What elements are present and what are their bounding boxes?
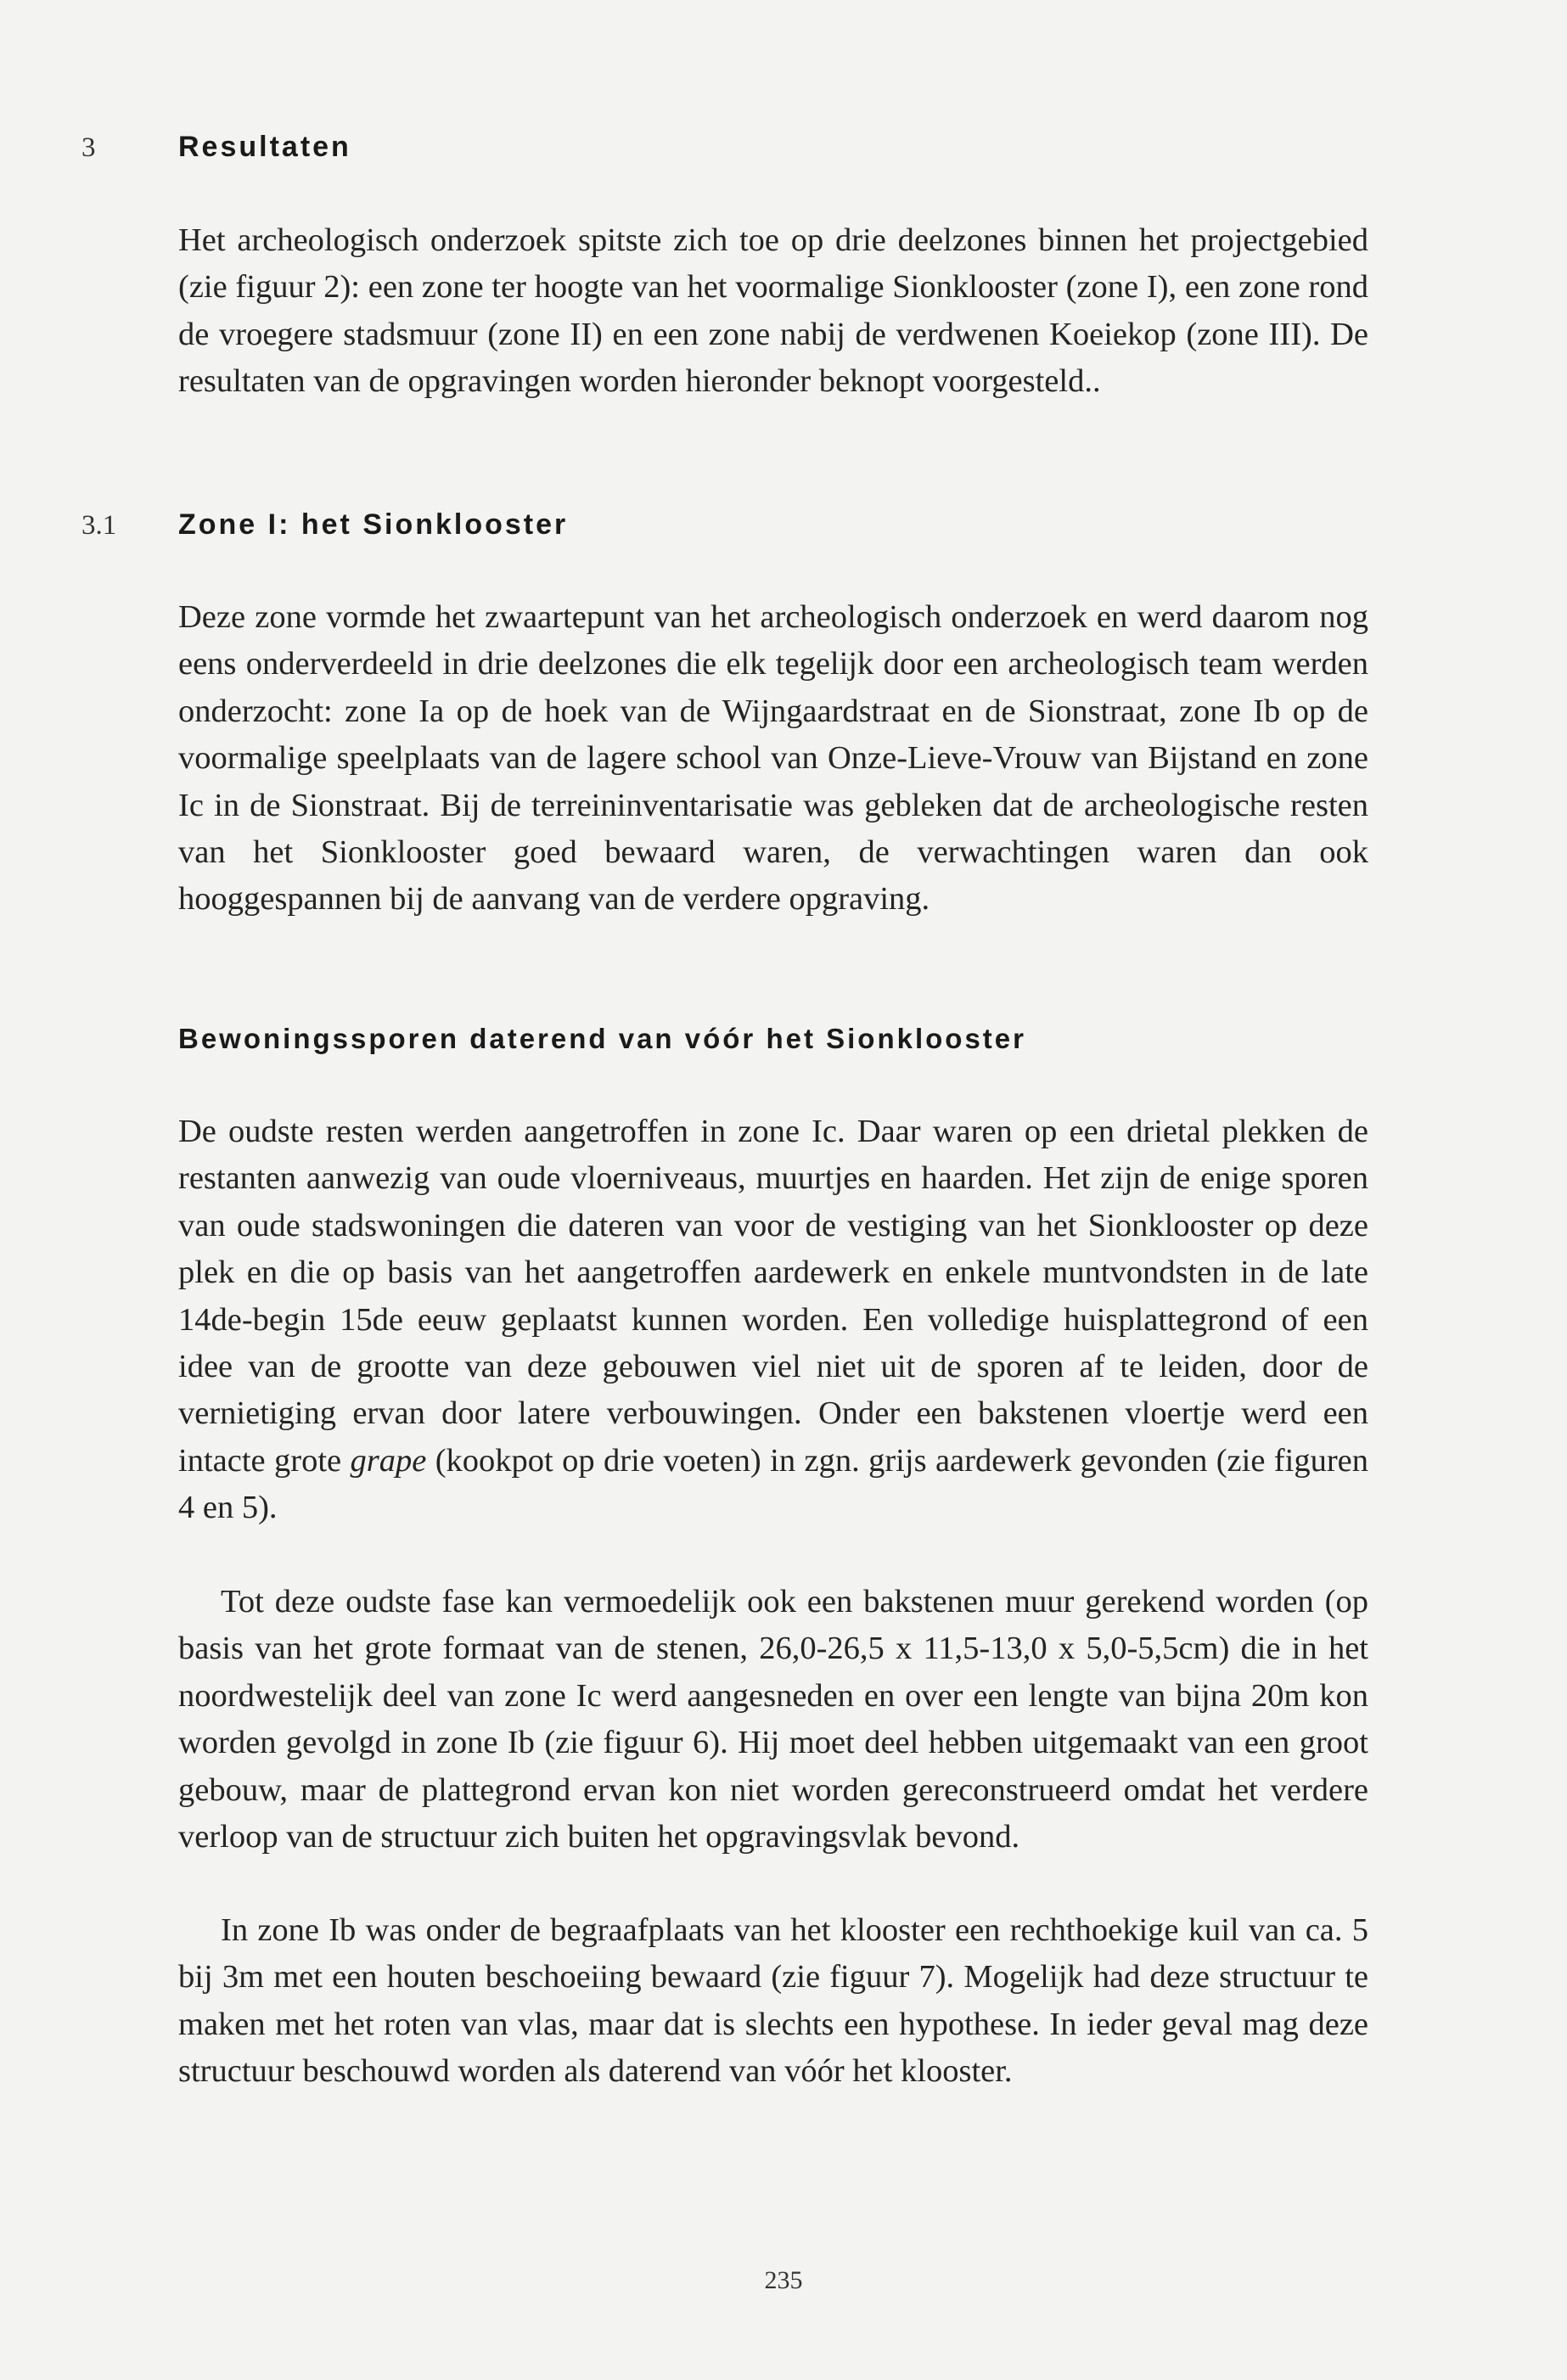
section-number: 3 (81, 132, 96, 163)
subsection-body-paragraph: Deze zone vormde het zwaartepunt van het archeologisch onderzoek en werd daarom nog eens onderverdeeld in drie deelzones die elk tegelijk door een archeologisch team werden onderzocht: zone Ia op de hoek van de Wijngaardstraat en de Sionstraat, zone Ib op de voormalige speelplaats van de lagere school van Onze-Lieve-Vrouw van Bijstand en zone Ic in de Sionstraat. Bij de terreininventarisatie was gebleken dat de archeologische resten van het Sionklooster goed bewaard waren, de verwachtingen waren dan ook hooggespannen bij de aanvang van de verdere opgraving. (178, 599, 1368, 918)
paragraph-text-end: (kookpot op drie voeten) in zgn. grijs aardewerk gevonden (zie figuren 4 en 5). (178, 1442, 1368, 1526)
paragraph-brick-wall: Tot deze oudste fase kan vermoedelijk ook een bakstenen muur gerekend worden (op basis van het grote formaat van de stenen, 26,0-26,5 x 11,5-13,0 x 5,0-5,5cm) die in het noordwestelijk deel van zone Ic werd aangesneden en over een lengte van bijna 20m kon worden gevolgd in zone Ib (zie figuur 6). Hij moet deel hebben uitgemaakt van een groot gebouw, maar de plattegrond ervan kon niet worden gereconstrueerd omdat het verdere verloop van de structuur zich buiten het opgravingsvlak bevond. (178, 1584, 1368, 1855)
italic-term: grape (350, 1442, 427, 1479)
paragraph-pit-structure: In zone Ib was onder de begraafplaats van het klooster een rechthoekige kuil van ca. 5 bij 3m met een houten beschoeiing bewaard (zie figuur 7). Mogelijk had deze structuur te maken met het roten van vlas, maar dat is slechts een hypothese. In ieder geval mag deze structuur beschouwd worden als daterend van vóór het klooster. (178, 1912, 1368, 2090)
paragraph-oldest-remains (178, 1109, 1368, 1532)
paragraph-text-start: De oudste resten werden aangetroffen in zone Ic. Daar waren op een drietal plekken de restanten aanwezig van oude vloerniveaus, muurtjes en haarden. Het zijn de enige sporen van oude stadswoningen die dateren van voor de vestiging van het Sionklooster op deze plek en die op basis van het aangetroffen aardewerk en enkele muntvondsten in de late 14de-begin 15de eeuw geplaatst kunnen worden. Een volledige huisplattegrond of een idee van de grootte van deze gebouwen viel niet uit de sporen af te leiden, door de vernietiging ervan door latere verbouwingen. Onder een bakstenen vloertje werd een intacte grote (178, 1114, 1368, 1479)
section-intro-paragraph: Het archeologisch onderzoek spitste zich toe op drie deelzones binnen het projectgebied (zie figuur 2): een zone ter hoogte van het voormalige Sionklooster (zone I), een zone rond de vroegere stadsmuur (zone II) en een zone nabij de verdwenen Koeiekop (zone III). De resultaten van de opgravingen worden hieronder beknopt voorgesteld.. (178, 222, 1368, 400)
header-bleed-through (526, 0, 1036, 15)
subsection-number: 3.1 (81, 510, 117, 541)
page-number: 235 (764, 2266, 803, 2294)
section-heading: Resultaten (178, 131, 351, 163)
subsection-heading: Zone I: het Sionklooster (178, 508, 569, 541)
subheading-title: Bewoningssporen daterend van vóór het Sionklooster (178, 1023, 1026, 1054)
